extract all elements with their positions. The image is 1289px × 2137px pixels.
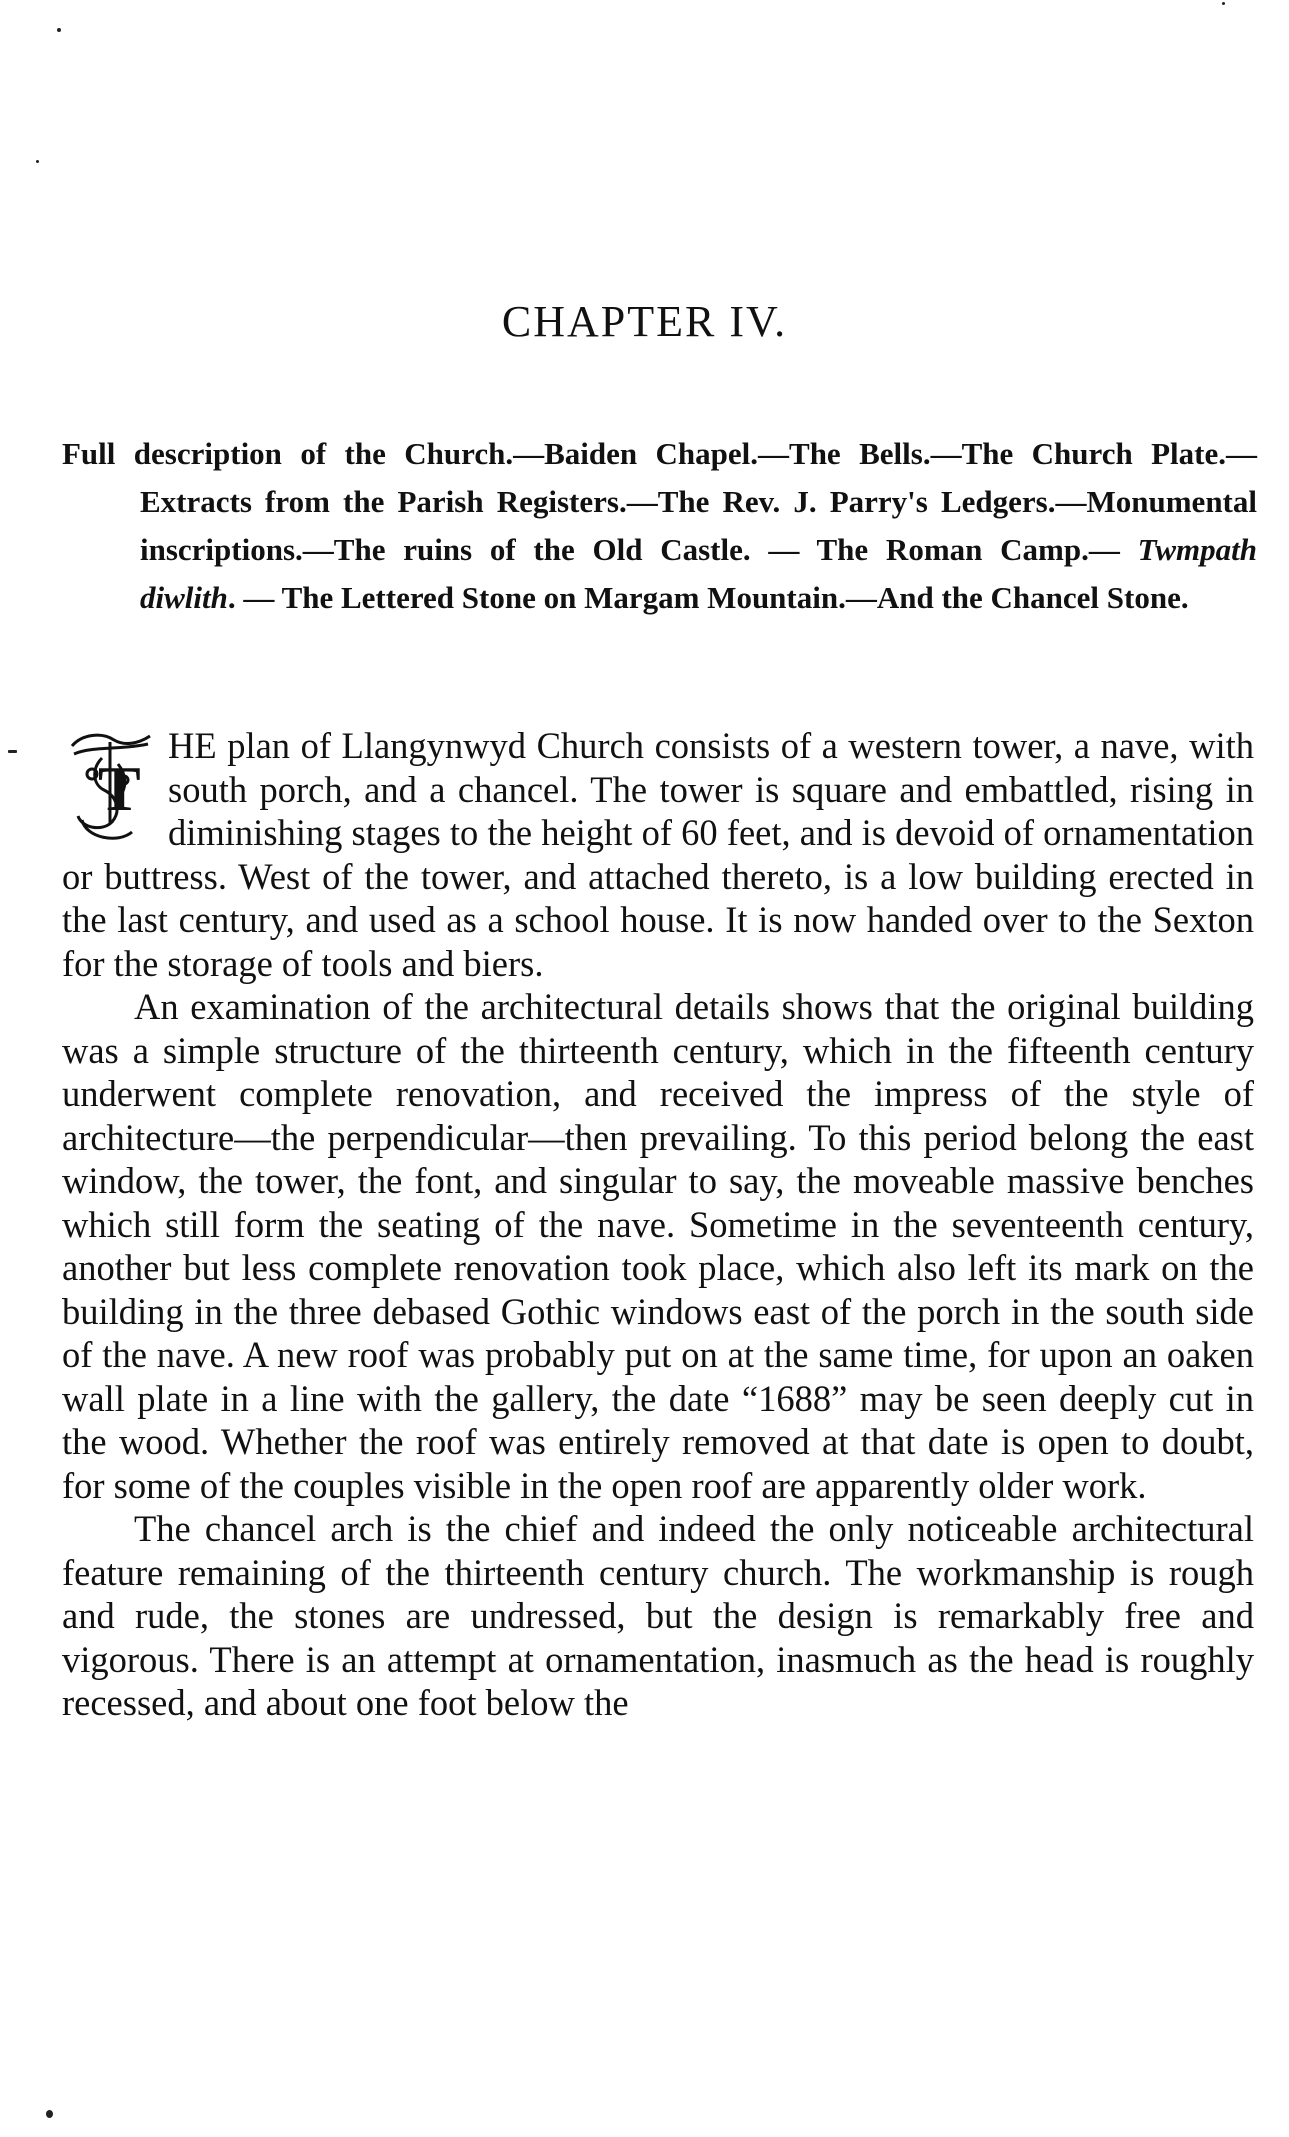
- paragraph-text: HE plan of Llangynwyd Church consists of a western tower, a nave, with south porch, and a chancel. The tower is square and embattled, rising in diminishing stages to the height of 60 feet, and is devoid of ornamentation or buttress. West of the tower, and attached thereto, is a low building erected in the last century, and used as a school house. It is now handed over to the Sexton for the storage of tools and biers.: [62, 725, 1254, 984]
- paragraph: An examination of the architectural details shows that the original building was a simple structure of the thirteenth century, which in the fifteenth century underwent complete renovation, and received the impress of the style of architecture—the perpendicular—then prevailing. To this period belong the east window, the tower, the font, and singular to say, the moveable massive benches which still form the seating of the nave. Sometime in the seventeenth century, another but less complete renovation took place, which also left its mark on the building in the three debased Gothic windows east of the porch in the south side of the nave. A new roof was probably put on at the same time, for upon an oaken wall plate in a line with the gallery, the date “1688” may be seen deeply cut in the wood. Whether the roof was entirely removed at that date is open to doubt, for some of the couples visible in the open roof are apparently older work.: [62, 986, 1254, 1506]
- paragraph: [62, 724, 1254, 985]
- scan-speck: [46, 2110, 53, 2118]
- synopsis-welsh-place-name: Twmpath diwlith: [140, 532, 1257, 615]
- chapter-body: [62, 724, 1254, 1725]
- scan-speck: [1222, 2, 1225, 5]
- chapter-heading: CHAPTER IV.: [501, 297, 788, 346]
- paragraph: The chancel arch is the chief and indeed the only noticeable architectural feature remaining of the thirteenth century church. The workmanship is rough and rude, the stones are undressed, but the design is remarkably free and vigorous. There is an attempt at ornamentation, inasmuch as the head is roughly recessed, and about one foot below the: [62, 1508, 1254, 1723]
- scan-speck: [36, 160, 39, 163]
- scan-speck: [57, 28, 61, 32]
- synopsis-text-end: . — The Lettered Stone on Margam Mountain.—And the Chancel Stone.: [227, 580, 1189, 615]
- ornamental-drop-cap: [62, 728, 158, 848]
- scan-speck: [8, 750, 17, 753]
- chapter-synopsis: [62, 430, 1257, 622]
- drop-cap-letter: T: [98, 753, 141, 824]
- synopsis-text: Full description of the Church.—Baiden Chapel.—The Bells.—The Church Plate.—Extracts from the Parish Registers.—The Rev. J. Parry's Ledgers.—Monumental inscriptions.—The ruins of the Old Castle. — The Roman Camp.—: [62, 436, 1257, 567]
